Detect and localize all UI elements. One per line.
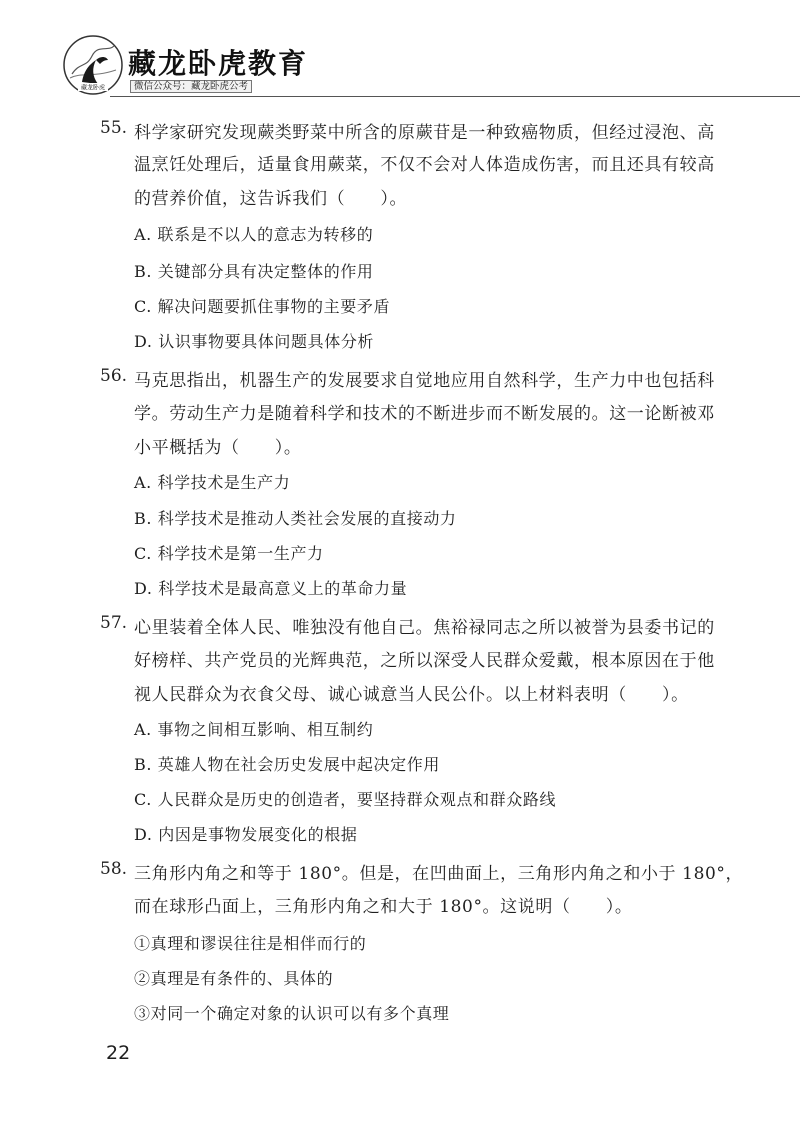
answer-option: ①真理和谬误往往是相伴而行的 <box>134 934 367 953</box>
question-number: 55. <box>100 118 128 138</box>
answer-option: D. 科学技术是最高意义上的革命力量 <box>134 579 408 598</box>
answer-option: A. 联系是不以人的意志为转移的 <box>134 225 374 244</box>
question-number: 58. <box>100 859 128 879</box>
question-text-line: 心里装着全体人民、唯独没有他自己。焦裕禄同志之所以被誉为县委书记的 <box>134 618 715 638</box>
answer-option: ③对同一个确定对象的认识可以有多个真理 <box>134 1004 450 1023</box>
question-text-line: 而在球形凸面上，三角形内角之和大于 180°。这说明（ ）。 <box>134 897 633 917</box>
answer-option: A. 科学技术是生产力 <box>134 473 291 492</box>
answer-option: B. 科学技术是推动人类社会发展的直接动力 <box>134 509 457 528</box>
page-number: 22 <box>106 1042 131 1064</box>
question-number: 56. <box>100 366 128 386</box>
question-text-line: 马克思指出，机器生产的发展要求自觉地应用自然科学，生产力中也包括科 <box>134 371 715 391</box>
question-text-line: 学。劳动生产力是随着科学和技术的不断进步而不断发展的。这一论断被邓 <box>134 404 715 424</box>
answer-option: ②真理是有条件的、具体的 <box>134 969 334 988</box>
question-text-line: 科学家研究发现蕨类野菜中所含的原蕨苷是一种致癌物质，但经过浸泡、高 <box>134 123 715 143</box>
answer-option: C. 科学技术是第一生产力 <box>134 544 324 563</box>
header-divider <box>110 96 800 97</box>
question-number: 57. <box>100 613 128 633</box>
answer-option: A. 事物之间相互影响、相互制约 <box>134 720 374 739</box>
question-text-line: 好榜样、共产党员的光辉典范，之所以深受人民群众爱戴，根本原因在于他 <box>134 651 715 671</box>
answer-option: D. 认识事物要具体问题具体分析 <box>134 332 375 351</box>
answer-option: C. 人民群众是历史的创造者，要坚持群众观点和群众路线 <box>134 790 557 809</box>
question-text-line: 视人民群众为衣食父母、诚心诚意当人民公仆。以上材料表明（ ）。 <box>134 685 689 705</box>
answer-option: C. 解决问题要抓住事物的主要矛盾 <box>134 297 391 316</box>
answer-option: B. 英雄人物在社会历史发展中起决定作用 <box>134 755 440 774</box>
page-header <box>0 0 800 100</box>
question-text-line: 小平概括为（ ）。 <box>134 438 302 458</box>
brand-title: 藏龙卧虎教育 <box>128 47 309 80</box>
brand-subtitle: 微信公众号：藏龙卧虎公考 <box>130 80 252 93</box>
question-text-line: 的营养价值，这告诉我们（ ）。 <box>134 189 408 209</box>
question-text-line: 温烹饪处理后，适量食用蕨菜，不仅不会对人体造成伤害，而且还具有较高 <box>134 155 715 175</box>
brand-logo-icon <box>62 34 124 96</box>
answer-option: B. 关键部分具有决定整体的作用 <box>134 262 374 281</box>
question-text-line: 三角形内角之和等于 180°。但是，在凹曲面上，三角形内角之和小于 180°， <box>134 864 744 884</box>
svg-text:藏龙卧虎: 藏龙卧虎 <box>80 84 106 92</box>
answer-option: D. 内因是事物发展变化的根据 <box>134 825 358 844</box>
